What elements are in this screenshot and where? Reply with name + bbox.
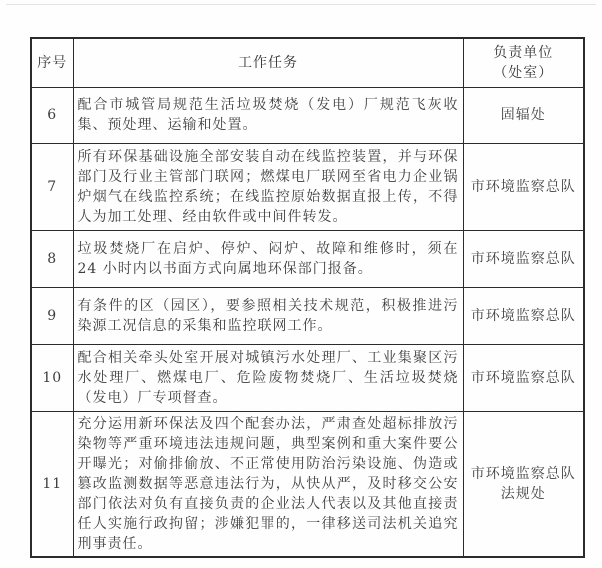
table-row xyxy=(31,287,584,344)
row-number: 7 xyxy=(31,143,73,230)
task-cell: 充分运用新环保法及四个配套办法，严肃查处超标排放污染物等严重环境违法违规问题，典型案例和重大案件要公开曝光；对偷排偷放、不正常使用防治污染设施、伪造或篡改监测数据等恶意违法行为，从快从严，及时移交公安部门依法对负有直接负责的企业法人代表以及其他直接责任人实施行政拘留；涉嫌犯罪的，一律移送司法机关追究刑事责任。 xyxy=(73,411,463,557)
unit-cell: 市环境监察总队 xyxy=(463,230,584,287)
task-cell: 所有环保基础设施全部安装自动在线监控装置，并与环保部门及行业主管部门联网；燃煤电厂联网至省电力企业锅炉烟气在线监控系统；在线监控原始数据直报上传，不得人为加工处理、经由软件或中间件转发。 xyxy=(73,143,463,230)
unit-line1: 市环境监察总队 xyxy=(470,465,576,482)
table-row xyxy=(31,143,584,230)
table-row xyxy=(31,230,584,287)
row-number: 9 xyxy=(31,287,73,344)
work-task-table xyxy=(30,37,585,558)
table-row xyxy=(31,87,584,143)
unit-line2: 法规处 xyxy=(500,485,546,502)
unit-cell: 市环境监察总队 xyxy=(463,287,584,344)
unit-cell: 固辐处 xyxy=(463,87,584,143)
scan-artifact-line xyxy=(6,4,596,5)
table-row xyxy=(31,411,584,557)
task-cell: 有条件的区（园区），要参照相关技术规范，积极推进污染源工况信息的采集和监控联网工作。 xyxy=(73,287,463,344)
header-cell-work-task: 工作任务 xyxy=(73,38,463,87)
table-header-row xyxy=(31,38,584,87)
task-cell: 配合市城管局规范生活垃圾焚烧（发电）厂规范飞灰收集、预处理、运输和处置。 xyxy=(73,87,463,143)
row-number: 8 xyxy=(31,230,73,287)
unit-cell: 市环境监察总队 xyxy=(463,143,584,230)
header-cell-responsible-unit xyxy=(463,38,584,87)
row-number: 11 xyxy=(31,411,73,557)
header-unit-line1: 负责单位 xyxy=(493,44,554,61)
task-cell: 垃圾焚烧厂在启炉、停炉、闷炉、故障和维修时，须在 24 小时内以书面方式向属地环保部门报备。 xyxy=(73,230,463,287)
table-row xyxy=(31,344,584,411)
row-number: 10 xyxy=(31,344,73,411)
row-number: 6 xyxy=(31,87,73,143)
unit-cell xyxy=(463,411,584,557)
unit-cell: 市环境监察总队 xyxy=(463,344,584,411)
header-unit-line2: （处室） xyxy=(493,64,554,81)
header-cell-serial-number: 序号 xyxy=(31,38,73,87)
task-cell: 配合相关牵头处室开展对城镇污水处理厂、工业集聚区污水处理厂、燃煤电厂、危险废物焚烧厂、生活垃圾焚烧（发电）厂专项督查。 xyxy=(73,344,463,411)
